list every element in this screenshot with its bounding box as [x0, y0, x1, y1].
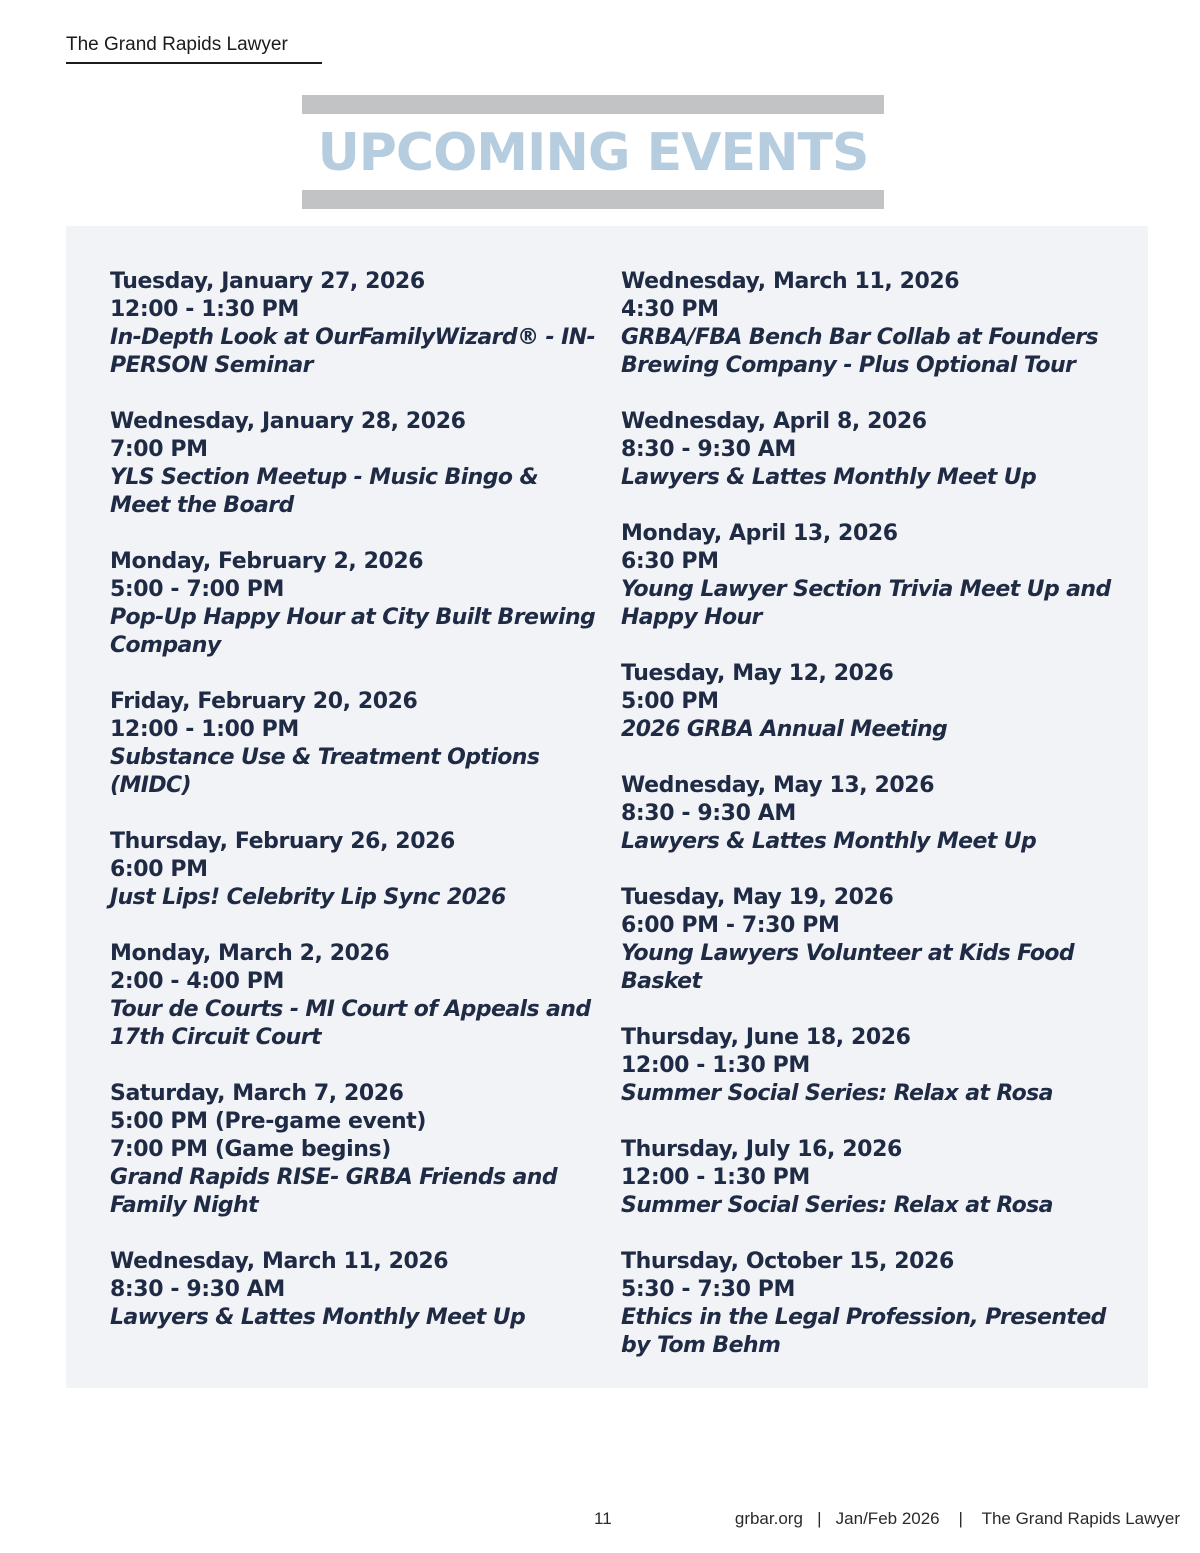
event-date: Wednesday, May 13, 2026 [621, 773, 935, 798]
event-name: Ethics in the Legal Profession, Presented by Tom Behm [621, 1305, 1106, 1358]
event-time: 2:00 - 4:00 PM [110, 969, 284, 994]
event-time: 12:00 - 1:30 PM [110, 297, 299, 322]
section-banner [302, 95, 884, 210]
footer-issue: Jan/Feb 2026 [835, 1509, 940, 1528]
event-item [110, 1080, 600, 1220]
event-time: 4:30 PM [621, 297, 719, 322]
event-date: Wednesday, March 11, 2026 [110, 1249, 449, 1274]
footer-separator: | [958, 1509, 963, 1528]
event-date: Friday, February 20, 2026 [110, 689, 418, 714]
event-item [621, 772, 1126, 856]
event-date: Wednesday, January 28, 2026 [110, 409, 466, 434]
event-item [110, 408, 600, 520]
event-name: Just Lips! Celebrity Lip Sync 2026 [110, 885, 506, 910]
event-date: Thursday, June 18, 2026 [621, 1025, 911, 1050]
event-name: Lawyers & Lattes Monthly Meet Up [621, 829, 1037, 854]
event-item [621, 1136, 1126, 1220]
event-time: 12:00 - 1:30 PM [621, 1053, 810, 1078]
event-name: Summer Social Series: Relax at Rosa [621, 1081, 1053, 1106]
event-date: Monday, March 2, 2026 [110, 941, 390, 966]
event-name: GRBA/FBA Bench Bar Collab at Founders Brewing Company - Plus Optional Tour [621, 325, 1098, 378]
event-date: Thursday, July 16, 2026 [621, 1137, 902, 1162]
event-name: Tour de Courts - MI Court of Appeals and 17th Circuit Court [110, 997, 591, 1050]
event-date: Thursday, February 26, 2026 [110, 829, 455, 854]
event-item [110, 268, 600, 380]
event-time: 5:00 PM (Pre-game event) [110, 1109, 427, 1134]
event-item [110, 688, 600, 800]
event-time: 5:30 - 7:30 PM [621, 1277, 795, 1302]
event-item [110, 940, 600, 1052]
banner-bottom-bar [302, 190, 884, 209]
events-column-left [110, 268, 600, 1360]
event-item [110, 548, 600, 660]
event-item [621, 408, 1126, 492]
event-time: 7:00 PM [110, 437, 208, 462]
event-item [621, 1024, 1126, 1108]
event-time: 6:00 PM - 7:30 PM [621, 913, 840, 938]
footer-separator: | [817, 1509, 822, 1528]
event-time: 5:00 PM [621, 689, 719, 714]
event-date: Saturday, March 7, 2026 [110, 1081, 404, 1106]
event-name: Lawyers & Lattes Monthly Meet Up [110, 1305, 526, 1330]
event-date: Tuesday, May 19, 2026 [621, 885, 894, 910]
event-name: In-Depth Look at OurFamilyWizard® - IN-PERSON Seminar [110, 325, 596, 378]
event-item [621, 660, 1126, 744]
event-date: Monday, February 2, 2026 [110, 549, 424, 574]
event-date: Tuesday, January 27, 2026 [110, 269, 425, 294]
event-time: 6:30 PM [621, 549, 719, 574]
event-date: Wednesday, March 11, 2026 [621, 269, 960, 294]
event-time: 8:30 - 9:30 AM [621, 801, 796, 826]
banner-top-bar [302, 95, 884, 114]
running-header-title: The Grand Rapids Lawyer [66, 34, 322, 64]
event-time: 7:00 PM (Game begins) [110, 1137, 391, 1162]
event-item [110, 1248, 600, 1332]
event-item [621, 268, 1126, 380]
event-item [110, 828, 600, 912]
events-column-right [621, 268, 1126, 1388]
events-panel [66, 226, 1148, 1388]
event-name: Young Lawyers Volunteer at Kids Food Basket [621, 941, 1075, 994]
event-date: Thursday, October 15, 2026 [621, 1249, 954, 1274]
event-item [621, 1248, 1126, 1360]
event-name: Young Lawyer Section Trivia Meet Up and Happy Hour [621, 577, 1111, 630]
event-time: 12:00 - 1:00 PM [110, 717, 299, 742]
footer-site: grbar.org [734, 1509, 803, 1528]
event-item [621, 520, 1126, 632]
event-name: Substance Use & Treatment Options (MIDC) [110, 745, 540, 798]
event-time: 6:00 PM [110, 857, 208, 882]
event-name: Pop-Up Happy Hour at City Built Brewing Company [110, 605, 596, 658]
event-time: 8:30 - 9:30 AM [621, 437, 796, 462]
footer-publication: The Grand Rapids Lawyer [981, 1509, 1180, 1528]
event-name: YLS Section Meetup - Music Bingo & Meet the Board [110, 465, 539, 518]
section-title: UPCOMING EVENTS [317, 123, 869, 183]
event-item [621, 884, 1126, 996]
event-name: Grand Rapids RISE- GRBA Friends and Family Night [110, 1165, 557, 1218]
event-name: Summer Social Series: Relax at Rosa [621, 1193, 1053, 1218]
event-time: 12:00 - 1:30 PM [621, 1165, 810, 1190]
event-name: 2026 GRBA Annual Meeting [621, 717, 948, 742]
event-date: Tuesday, May 12, 2026 [621, 661, 894, 686]
page-number: 11 [594, 1509, 612, 1528]
event-time: 5:00 - 7:00 PM [110, 577, 284, 602]
event-date: Wednesday, April 8, 2026 [621, 409, 927, 434]
event-name: Lawyers & Lattes Monthly Meet Up [621, 465, 1037, 490]
event-date: Monday, April 13, 2026 [621, 521, 898, 546]
event-time: 8:30 - 9:30 AM [110, 1277, 285, 1302]
footer-info [735, 1509, 1180, 1529]
